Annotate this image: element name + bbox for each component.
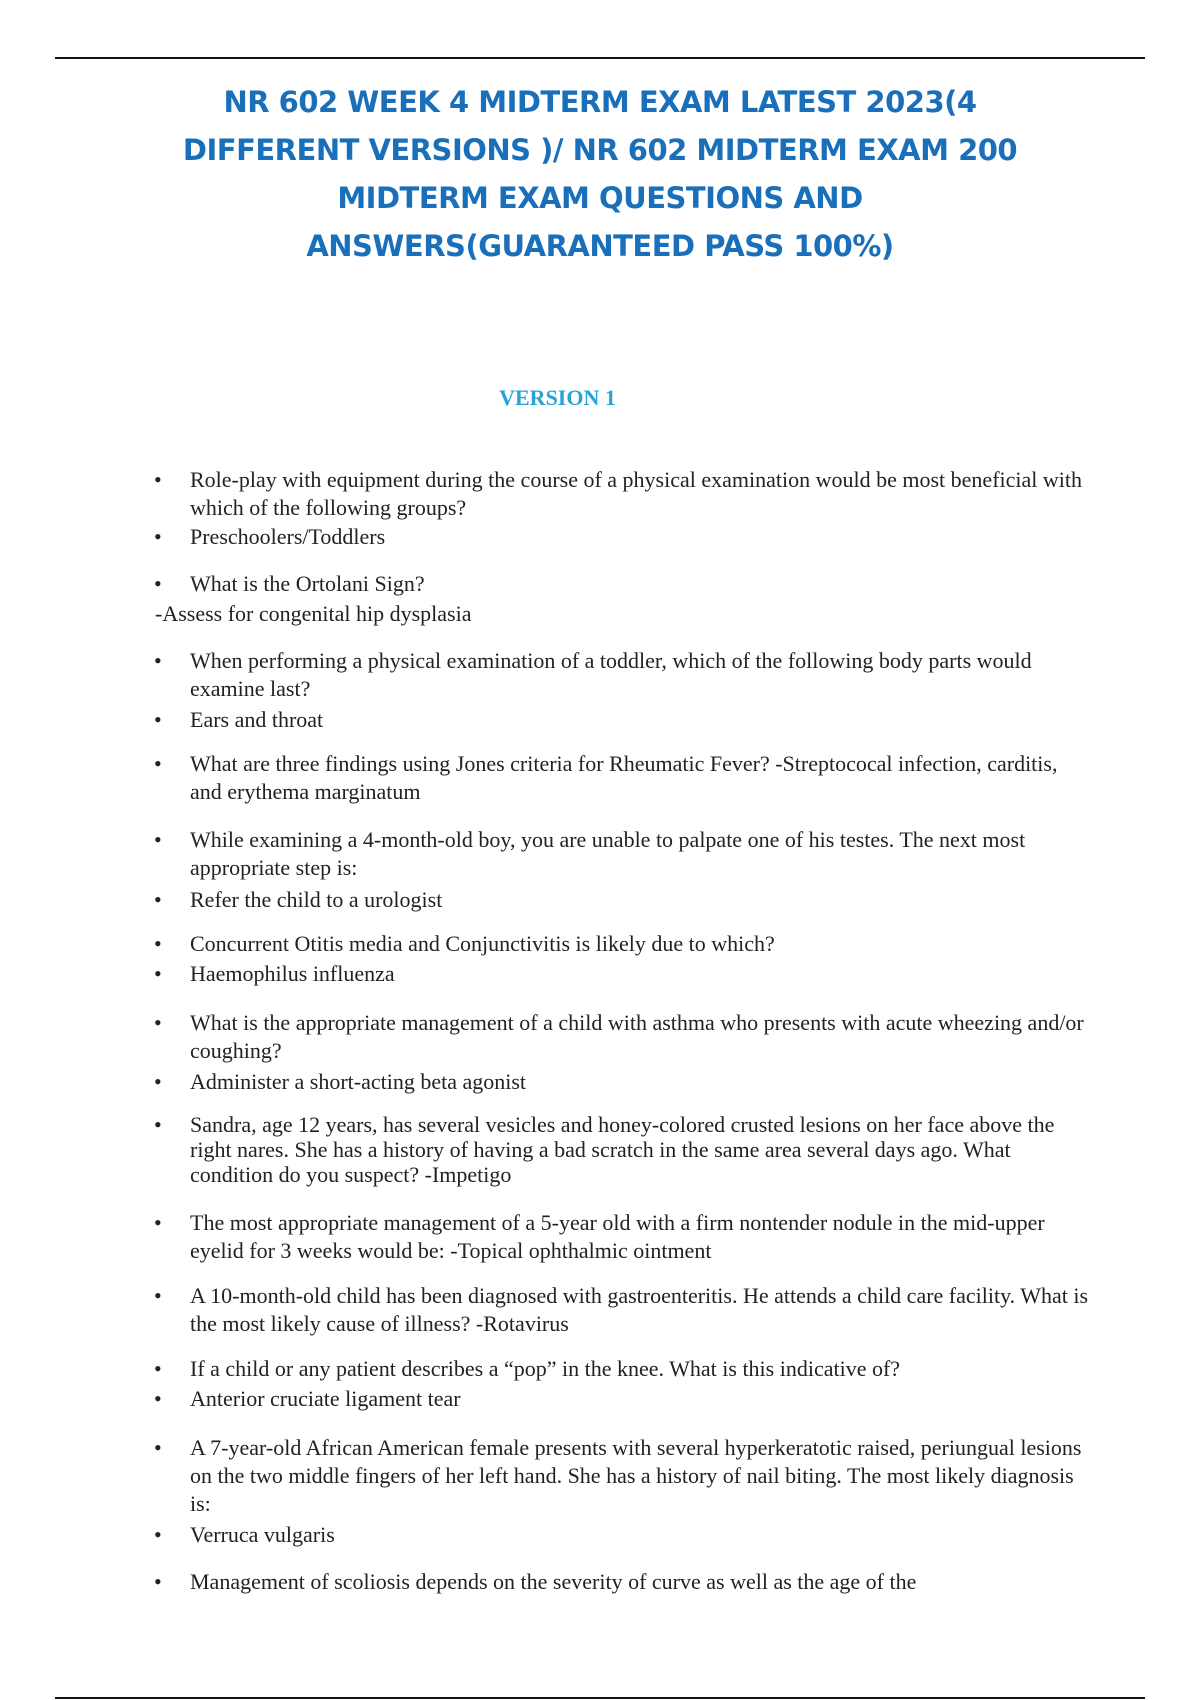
list-item: • Anterior cruciate ligament tear (190, 1385, 1090, 1413)
list-item: • Administer a short-acting beta agonist (190, 1068, 1090, 1096)
list-item: • If a child or any patient describes a “pop” in the knee. What is this indicative of? (190, 1355, 1090, 1383)
list-item: • A 10-month-old child has been diagnosed with gastroenteritis. He attends a child care facility. What is the most likely cause of illness? -Rotavirus (190, 1282, 1090, 1338)
title-line: NR 602 WEEK 4 MIDTERM EXAM LATEST 2023(4 (223, 85, 977, 119)
list-item: • What are three findings using Jones criteria for Rheumatic Fever? -Streptococal infection, carditis, and erythema marginatum (190, 750, 1090, 806)
list-item: • Verruca vulgaris (190, 1521, 1090, 1549)
list-item: • Haemophilus influenza (190, 960, 1090, 988)
list-item: • Management of scoliosis depends on the severity of curve as well as the age of the (190, 1568, 1090, 1596)
bottom-rule (55, 1697, 1145, 1699)
title-line: DIFFERENT VERSIONS )/ NR 602 MIDTERM EXAM 200 (182, 133, 1018, 167)
list-item: • Refer the child to a urologist (190, 886, 1090, 914)
version-heading: VERSION 1 (499, 385, 616, 410)
list-item: -Assess for congenital hip dysplasia (155, 601, 472, 626)
list-item: • The most appropriate management of a 5-year old with a firm nontender nodule in the mid-upper eyelid for 3 weeks would be: -Topical ophthalmic ointment (190, 1209, 1090, 1265)
list-item: • Sandra, age 12 years, has several vesicles and honey-colored crusted lesions on her face above the right nares. She has a history of having a bad scratch in the same area several days ago. What condition do you suspect? -Impetigo (190, 1112, 1090, 1187)
title-line: ANSWERS(GUARANTEED PASS 100%) (306, 229, 894, 263)
list-item: • A 7-year-old African American female presents with several hyperkeratotic raised, periungual lesions on the two middle fingers of her left hand. She has a history of nail biting. The most likely diagnosis is: (190, 1434, 1090, 1518)
list-item: • Role-play with equipment during the course of a physical examination would be most beneficial with which of the following groups? (190, 466, 1090, 522)
top-rule (55, 57, 1145, 59)
list-item: • Concurrent Otitis media and Conjunctivitis is likely due to which? (190, 930, 1090, 958)
list-item: • When performing a physical examination of a toddler, which of the following body parts would examine last? (190, 647, 1090, 703)
list-item: • Ears and throat (190, 706, 1090, 734)
document-title (100, 78, 1100, 270)
list-item: • What is the appropriate management of a child with asthma who presents with acute wheezing and/or coughing? (190, 1009, 1090, 1065)
title-line: MIDTERM EXAM QUESTIONS AND (337, 181, 863, 215)
list-item: • What is the Ortolani Sign? (190, 570, 1090, 598)
list-item: • While examining a 4-month-old boy, you are unable to palpate one of his testes. The next most appropriate step is: (190, 826, 1090, 882)
list-item: • Preschoolers/Toddlers (190, 523, 1090, 551)
